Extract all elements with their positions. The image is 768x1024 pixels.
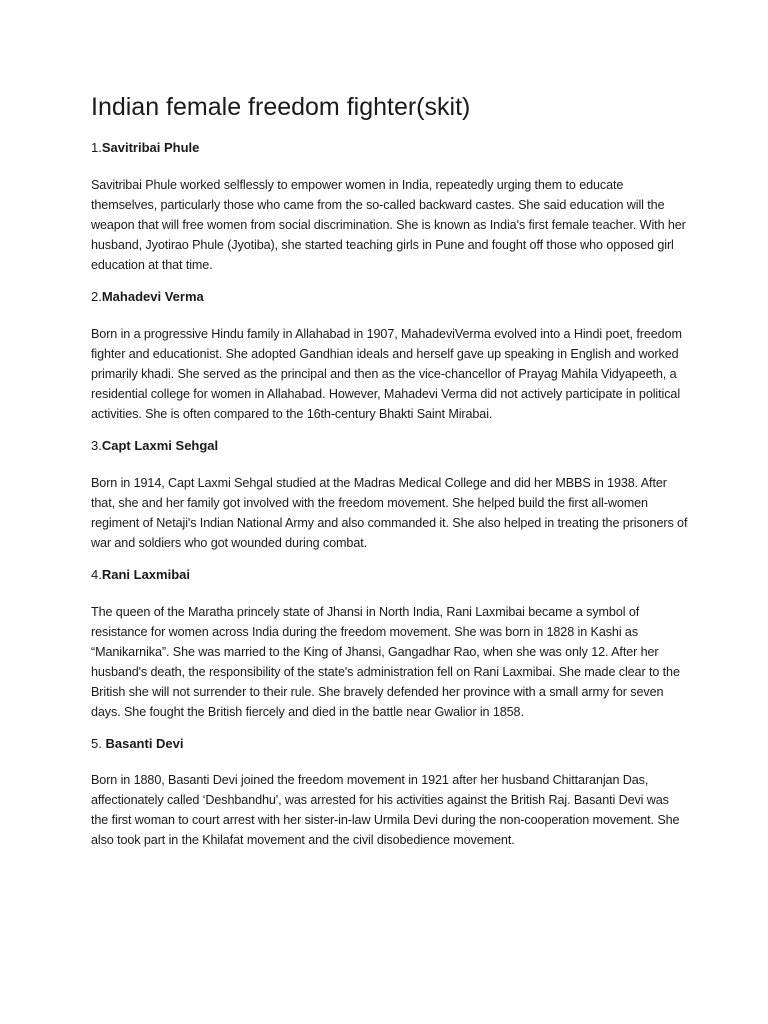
section-number: 5. <box>91 735 106 751</box>
section-4 <box>91 567 688 722</box>
section-body: Born in 1914, Capt Laxmi Sehgal studied at the Madras Medical College and did her MBBS in 1938. After that, she and her family got involved with the freedom movement. She helped build the first all-women regiment of Netaji's Indian National Army and also commanded it. She also helped in treating the prisoners of war and soldiers who got wounded during combat. <box>91 475 688 550</box>
section-body: Born in 1880, Basanti Devi joined the freedom movement in 1921 after her husband Chittaranjan Das, affectionately called ‘Deshbandhu', was arrested for his activities against the British Raj. Basanti Devi was the first woman to court arrest with her sister-in-law Urmila Devi during the non-cooperation movement. She also took part in the Khilafat movement and the civil disobedience movement. <box>91 773 680 848</box>
section-name: Rani Laxmibai <box>101 566 190 582</box>
section-5 <box>91 736 688 851</box>
section-body: Savitribai Phule worked selflessly to empower women in India, repeatedly urging them to educate themselves, particularly those who came from the so-called backward castes. She said education will the weapon that will free women from social discrimination. She is known as India's first female teacher. With her husband, Jyotirao Phule (Jyotiba), she started teaching girls in Pune and fought off those who opposed girl education at that time. <box>91 177 686 272</box>
section-name: Savitribai Phule <box>101 140 200 155</box>
section-3 <box>91 438 688 553</box>
document-title: Indian female freedom fighter(skit) <box>91 93 471 121</box>
section-number: 3. <box>91 437 102 453</box>
section-name: Mahadevi Verma <box>101 288 204 304</box>
section-heading <box>91 736 688 753</box>
section-heading <box>91 438 688 455</box>
section-number: 1. <box>91 140 102 155</box>
section-body: Born in a progressive Hindu family in Allahabad in 1907, MahadeviVerma evolved into a Hindi poet, freedom fighter and educationist. She adopted Gandhian ideals and herself gave up speaking in English and worked primarily khadi. She served as the principal and then as the vice-chancellor of Prayag Mahila Vidyapeeth, a residential college for women in Allahabad. However, Mahadevi Verma did not actively participate in political activities. She is often compared to the 16th-century Bhakti Saint Mirabai. <box>91 326 682 421</box>
section-heading <box>91 140 688 157</box>
section-name: Capt Laxmi Sehgal <box>101 437 219 453</box>
section-number: 2. <box>91 288 102 304</box>
section-heading <box>91 567 688 584</box>
section-2 <box>91 289 688 424</box>
section-number: 4. <box>91 566 102 582</box>
section-heading <box>91 289 688 306</box>
section-name: Basanti Devi <box>105 735 184 751</box>
section-body: The queen of the Maratha princely state of Jhansi in North India, Rani Laxmibai became a symbol of resistance for women across India during the freedom movement. She was born in 1828 in Kashi as “Manikarnika”. She was married to the King of Jhansi, Gangadhar Rao, when she was only 12. After her husband's death, the responsibility of the state's administration fell on Rani Laxmibai. She made clear to the British she will not surrender to their rule. She bravely defended her province with a small army for seven days. She fought the British fiercely and died in the battle near Gwalior in 1858. <box>91 604 680 719</box>
section-1 <box>91 140 688 275</box>
